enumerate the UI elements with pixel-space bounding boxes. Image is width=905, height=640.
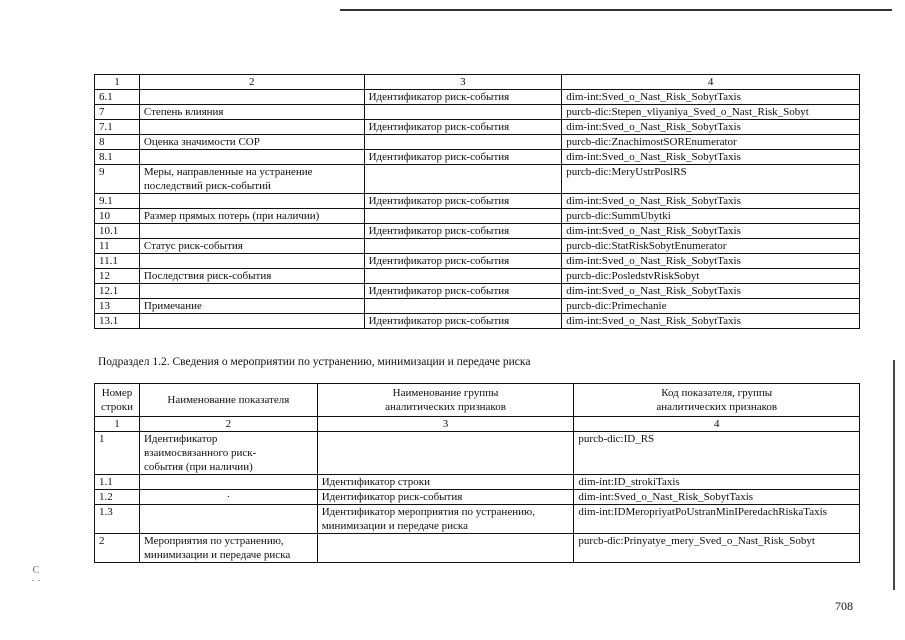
col-number-4: 4 (562, 75, 860, 90)
indicator-name: Статус риск-события (139, 239, 364, 254)
indicator-name (139, 90, 364, 105)
row-number: 10.1 (95, 224, 140, 239)
col-number-1: 1 (95, 417, 140, 432)
feature-group: Идентификатор риск-события (364, 224, 562, 239)
indicator-code: dim-int:Sved_o_Nast_Risk_SobytTaxis (562, 150, 860, 165)
table-row (95, 165, 860, 194)
feature-group (317, 432, 574, 475)
indicator-code: purcb-dic:SummUbytki (562, 209, 860, 224)
indicator-code: purcb-dic:ZnachimostSOREnumerator (562, 135, 860, 150)
indicator-name (139, 284, 364, 299)
indicator-code: dim-int:IDMeropriyatPoUstranMinIPeredachRiskaTaxis (574, 505, 860, 534)
indicator-name (139, 224, 364, 239)
table-row (95, 135, 860, 150)
row-number: 12.1 (95, 284, 140, 299)
indicator-name (139, 120, 364, 135)
col-number-3: 3 (317, 417, 574, 432)
row-number: 8 (95, 135, 140, 150)
row-number: 13.1 (95, 314, 140, 329)
row-number: 2 (95, 534, 140, 563)
indicator-code: dim-int:Sved_o_Nast_Risk_SobytTaxis (562, 224, 860, 239)
table-row (95, 314, 860, 329)
row-number: 9.1 (95, 194, 140, 209)
table-header-row (95, 75, 860, 90)
feature-group: Идентификатор риск-события (317, 490, 574, 505)
indicator-code: dim-int:Sved_o_Nast_Risk_SobytTaxis (562, 194, 860, 209)
table-row (95, 432, 860, 475)
indicator-name: Идентификатор взаимосвязанного риск-события (при наличии) (139, 432, 317, 475)
indicator-name: Оценка значимости СОР (139, 135, 364, 150)
indicator-name (139, 254, 364, 269)
row-number: 13 (95, 299, 140, 314)
indicator-name: Степень влияния (139, 105, 364, 120)
row-number: 1.2 (95, 490, 140, 505)
right-edge-rule (893, 360, 895, 590)
row-number: 1.3 (95, 505, 140, 534)
indicator-code: dim-int:Sved_o_Nast_Risk_SobytTaxis (562, 314, 860, 329)
indicator-code: dim-int:Sved_o_Nast_Risk_SobytTaxis (562, 90, 860, 105)
feature-group: Идентификатор риск-события (364, 194, 562, 209)
indicator-code: purcb-dic:MeryUstrPoslRS (562, 165, 860, 194)
indicators-table-continued (94, 74, 860, 329)
column-numbers-row (95, 417, 860, 432)
row-number: 7.1 (95, 120, 140, 135)
indicator-name: Примечание (139, 299, 364, 314)
indicator-code: purcb-dic:PosledstvRiskSobyt (562, 269, 860, 284)
indicator-code: dim-int:ID_strokiTaxis (574, 475, 860, 490)
table-row (95, 209, 860, 224)
row-number: 7 (95, 105, 140, 120)
measures-table (94, 383, 860, 563)
table-row (95, 239, 860, 254)
table-row (95, 150, 860, 165)
col-number-2: 2 (139, 417, 317, 432)
row-number: 1.1 (95, 475, 140, 490)
row-number: 6.1 (95, 90, 140, 105)
feature-group: Идентификатор риск-события (364, 314, 562, 329)
feature-group: Идентификатор строки (317, 475, 574, 490)
indicator-code: purcb-dic:Primechanie (562, 299, 860, 314)
row-number: 11.1 (95, 254, 140, 269)
col-number-1: 1 (95, 75, 140, 90)
table-row (95, 120, 860, 135)
header-indicator-code: Код показателя, группы аналитических признаков (574, 384, 860, 417)
indicator-name: Последствия риск-события (139, 269, 364, 284)
feature-group (364, 105, 562, 120)
indicator-code: purcb-dic:Prinyatye_mery_Sved_o_Nast_Risk_Sobyt (574, 534, 860, 563)
table-row (95, 224, 860, 239)
top-rule (340, 9, 892, 11)
table-row (95, 269, 860, 284)
row-number: 12 (95, 269, 140, 284)
table-row (95, 284, 860, 299)
indicator-name (139, 505, 317, 534)
feature-group (364, 209, 562, 224)
table-row (95, 254, 860, 269)
col-number-2: 2 (139, 75, 364, 90)
feature-group (364, 165, 562, 194)
feature-group: Идентификатор риск-события (364, 150, 562, 165)
indicator-name (139, 150, 364, 165)
feature-group: Идентификатор риск-события (364, 254, 562, 269)
feature-group (364, 239, 562, 254)
feature-group (364, 135, 562, 150)
indicator-name: · (139, 490, 317, 505)
feature-group (317, 534, 574, 563)
row-number: 1 (95, 432, 140, 475)
table-row (95, 505, 860, 534)
scan-mark: С · · (31, 565, 41, 587)
feature-group: Идентификатор риск-события (364, 284, 562, 299)
table-row (95, 105, 860, 120)
feature-group: Идентификатор мероприятия по устранению, минимизации и передаче риска (317, 505, 574, 534)
row-number: 8.1 (95, 150, 140, 165)
indicator-name (139, 314, 364, 329)
row-number: 10 (95, 209, 140, 224)
feature-group: Идентификатор риск-события (364, 90, 562, 105)
header-row-number: Номер строки (95, 384, 140, 417)
table-row (95, 194, 860, 209)
indicator-code: dim-int:Sved_o_Nast_Risk_SobytTaxis (562, 120, 860, 135)
feature-group (364, 299, 562, 314)
page-number: 708 (835, 599, 853, 613)
table-row (95, 490, 860, 505)
table-row (95, 534, 860, 563)
indicator-code: purcb-dic:StatRiskSobytEnumerator (562, 239, 860, 254)
table-row (95, 299, 860, 314)
indicator-code: dim-int:Sved_o_Nast_Risk_SobytTaxis (574, 490, 860, 505)
row-number: 11 (95, 239, 140, 254)
indicator-code: purcb-dic:ID_RS (574, 432, 860, 475)
feature-group: Идентификатор риск-события (364, 120, 562, 135)
row-number: 9 (95, 165, 140, 194)
indicator-name (139, 194, 364, 209)
table-header-row (95, 384, 860, 417)
indicator-name: Мероприятия по устранению, минимизации и передаче риска (139, 534, 317, 563)
table-row (95, 90, 860, 105)
indicator-code: dim-int:Sved_o_Nast_Risk_SobytTaxis (562, 254, 860, 269)
header-indicator-name: Наименование показателя (139, 384, 317, 417)
header-feature-group: Наименование группы аналитических признаков (317, 384, 574, 417)
indicator-name (139, 475, 317, 490)
feature-group (364, 269, 562, 284)
col-number-3: 3 (364, 75, 562, 90)
indicator-name: Меры, направленные на устранение последствий риск-событий (139, 165, 364, 194)
col-number-4: 4 (574, 417, 860, 432)
indicator-code: purcb-dic:Stepen_vliyaniya_Sved_o_Nast_Risk_Sobyt (562, 105, 860, 120)
section-caption: Подраздел 1.2. Сведения о мероприятии по устранению, минимизации и передаче риска (98, 356, 531, 368)
indicator-name: Размер прямых потерь (при наличии) (139, 209, 364, 224)
table-row (95, 475, 860, 490)
indicator-code: dim-int:Sved_o_Nast_Risk_SobytTaxis (562, 284, 860, 299)
